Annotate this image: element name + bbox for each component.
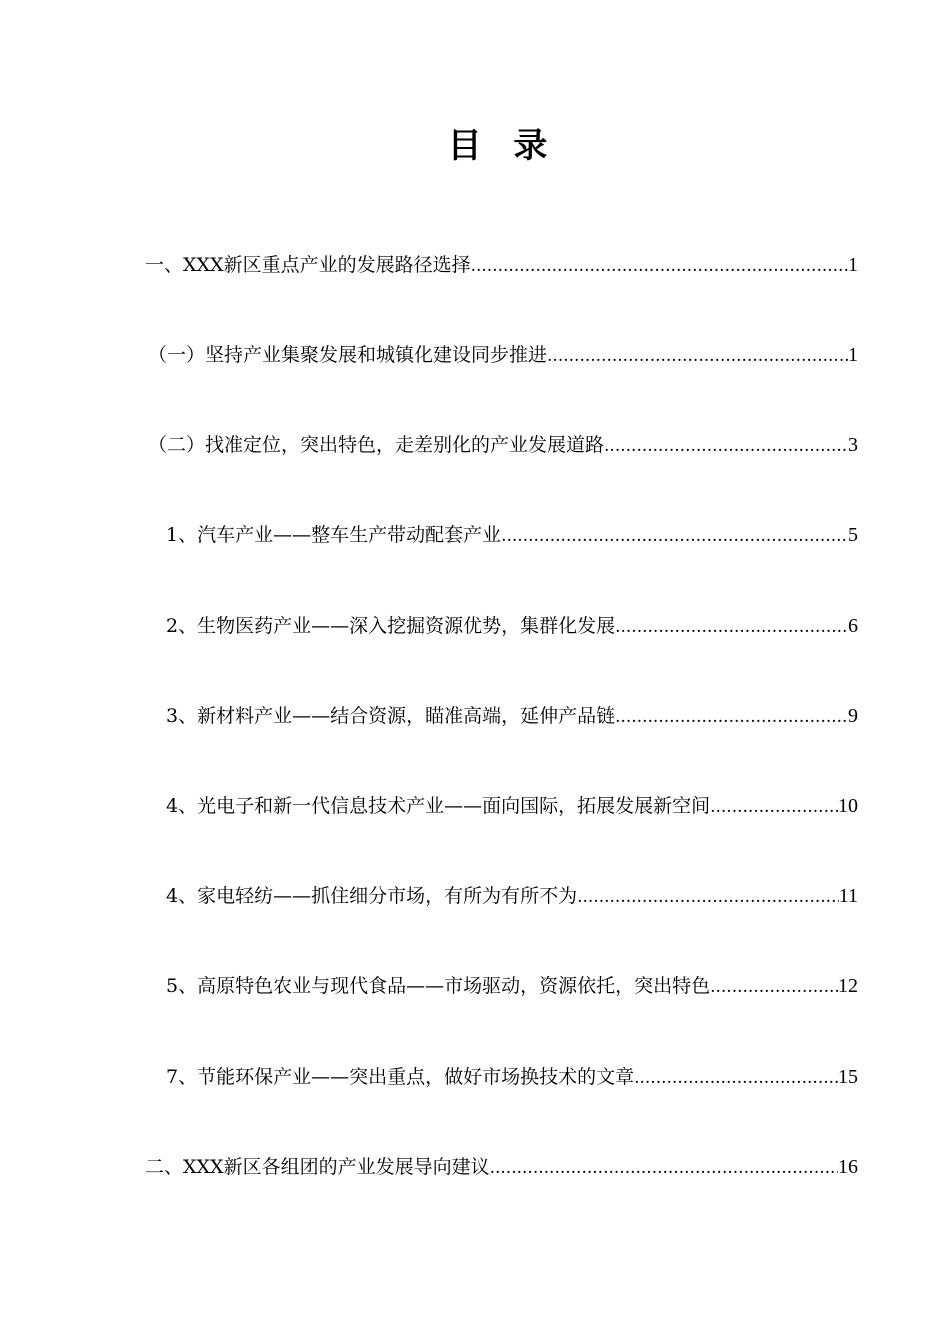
toc-entry-text: 1、汽车产业——整车生产带动配套产业 xyxy=(166,524,502,546)
toc-entry-text: 4、光电子和新一代信息技术产业——面向国际，拓展发展新空间 xyxy=(166,795,711,817)
toc-title: 目 录 xyxy=(447,126,558,166)
toc-dot-leader xyxy=(634,1063,838,1093)
toc-entry-text: （一）坚持产业集聚发展和城镇化建设同步推进 xyxy=(148,344,548,366)
toc-entry-text: （二）找准定位，突出特色，走差别化的产业发展道路 xyxy=(148,434,605,456)
toc-page-number: 6 xyxy=(848,615,858,637)
toc-dot-leader xyxy=(710,972,838,1002)
toc-entry xyxy=(166,611,858,641)
toc-page-number: 10 xyxy=(838,795,858,817)
toc-page-number: 3 xyxy=(848,434,858,456)
toc-dot-leader xyxy=(615,612,848,642)
toc-page-number: 1 xyxy=(848,254,858,276)
toc-entry-text: 5、高原特色农业与现代食品——市场驱动，资源依托，突出特色 xyxy=(166,975,711,997)
toc-entry xyxy=(145,1152,858,1182)
toc-dot-leader xyxy=(490,1153,838,1183)
toc-dot-leader xyxy=(710,792,838,822)
toc-dot-leader xyxy=(615,702,848,732)
toc-entry xyxy=(166,520,858,550)
toc-entry xyxy=(166,971,858,1001)
toc-page-number: 1 xyxy=(848,344,858,366)
toc-dot-leader xyxy=(604,431,848,461)
toc-dot-leader xyxy=(577,882,839,912)
toc-entry xyxy=(166,701,858,731)
toc-entry-text: 二、XXX新区各组团的产业发展导向建议 xyxy=(145,1156,490,1178)
toc-dot-leader xyxy=(547,341,848,371)
toc-entry-text: 一、XXX新区重点产业的发展路径选择 xyxy=(145,254,471,276)
toc-entry-text: 2、生物医药产业——深入挖掘资源优势，集群化发展 xyxy=(166,615,616,637)
toc-entry xyxy=(166,1062,858,1092)
toc-entry-text: 3、新材料产业——结合资源，瞄准高端，延伸产品链 xyxy=(166,705,616,727)
toc-page-number: 16 xyxy=(838,1156,858,1178)
toc-entry-text: 4、家电轻纺——抓住细分市场，有所为有所不为 xyxy=(166,885,578,907)
toc-page-number: 15 xyxy=(838,1066,858,1088)
toc-entry xyxy=(145,250,858,280)
toc-page-number: 9 xyxy=(848,705,858,727)
toc-page-number: 11 xyxy=(838,885,858,907)
toc-page-number: 12 xyxy=(838,975,858,997)
toc-entry xyxy=(148,430,858,460)
toc-entry xyxy=(166,881,858,911)
toc-dot-leader xyxy=(471,251,848,281)
toc-dot-leader xyxy=(501,521,848,551)
toc-page-number: 5 xyxy=(848,524,858,546)
toc-entry xyxy=(148,340,858,370)
toc-entry xyxy=(166,791,858,821)
toc-entry-text: 7、节能环保产业——突出重点，做好市场换技术的文章 xyxy=(166,1066,635,1088)
